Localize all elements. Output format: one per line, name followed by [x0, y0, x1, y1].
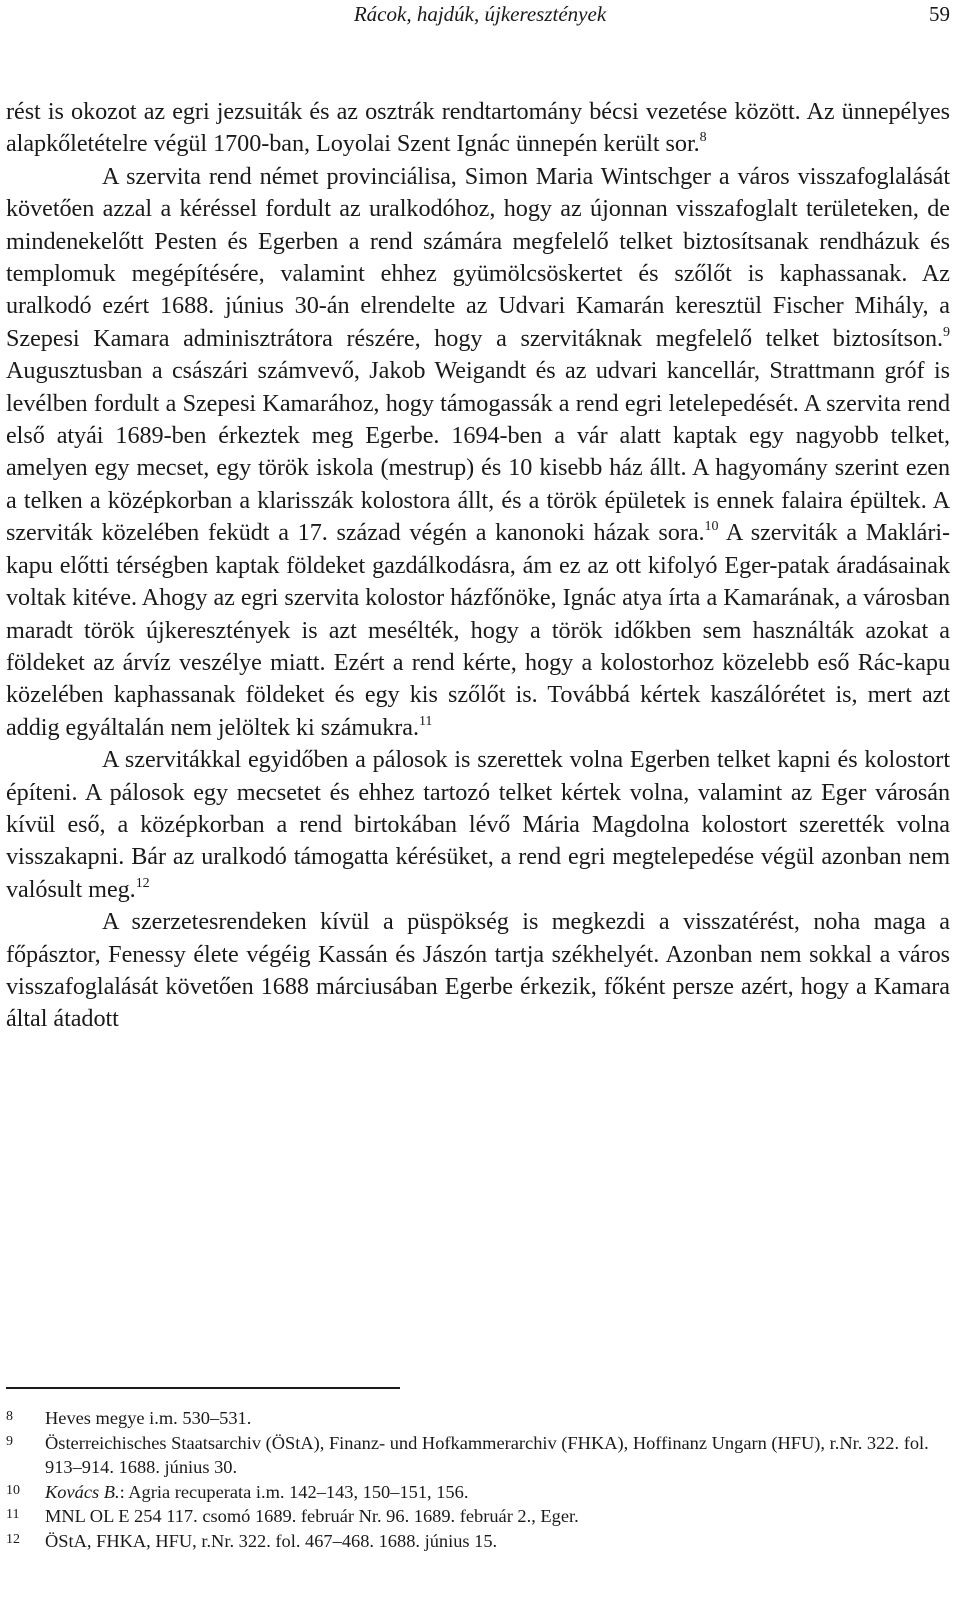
running-title: Rácok, hajdúk, újkeresztények: [353, 2, 607, 26]
footnote-number: 8: [6, 1409, 13, 1424]
footnote-ref-12[interactable]: 12: [135, 875, 150, 891]
footnote-number: 11: [6, 1507, 20, 1522]
footnote-text: : Agria recuperata i.m. 142–143, 150–151, 156.: [119, 1481, 469, 1502]
footnote-number: 9: [6, 1433, 13, 1449]
footnote-12: [6, 1529, 930, 1554]
paragraph-2-text-c: A szerviták a Maklári-kapu előtti térségben kaptak földeket gazdálkodásra, ám ez az ott kifolyó Eger-patak áradásainak voltak kitéve. Ahogy az egri szervita kolostor házfőnöke, Ignác atya írta a Kamarának, a városban maradt török újkeresztények is azt mesélték, hogy a török időkben sem használták azokat a földeket az árvíz veszélye miatt. Ezért a rend kérte, hogy a kolostorhoz közelebb eső Rác-kapu közelében kaphassanak földeket és egy kis szőlőt is. Továbbá kértek kaszálórétet is, mert azt addig egyáltalán nem jelöltek ki számukra.: [6, 519, 950, 741]
footnote-text: MNL OL E 254 117. csomó 1689. február Nr. 96. 1689. február 2., Eger.: [45, 1506, 579, 1526]
footnote-9: [6, 1431, 930, 1480]
footnotes: [6, 1406, 930, 1553]
footnote-8: [6, 1406, 930, 1431]
footnote-number: 10: [6, 1482, 20, 1498]
paragraph-2-text-b: Augusztusban a császári számvevő, Jakob Weigandt és az udvari kancellár, Strattmann gróf is levélben fordult a Szepesi Kamarához, hogy támogassák a rend egri letelepedését. A szervita rend első atyái 1689-ben érkeztek meg Egerbe. 1694-ben a vár alatt kaptak egy nagyobb telket, amelyen egy mecset, egy török iskola (mestrup) és 10 kisebb ház állt. A hagyomány szerint ezen a telken a középkorban a klarisszák kolostora állt, és a török épületek is ennek falaira épültek. A szerviták közelében feküdt a 17. század végén a kanonoki házak sora.: [6, 357, 950, 547]
footnote-ref-8[interactable]: 8: [699, 130, 707, 146]
paragraph-3-text: A szervitákkal egyidőben a pálosok is szerettek volna Egerben telket kapni és kolostort építeni. A pálosok egy mecsetet és ehhez tartozó telket kértek volna, valamint az Eger városán kívül eső, a középkorban a rend birtokában lévő Mária Magdolna kolostort szerették volna visszakapni. Bár az uralkodó támogatta kérésüket, a rend egri megtelepedése végül azonban nem valósult meg.: [6, 746, 950, 903]
paragraph-3: [6, 744, 950, 906]
footnote-11: [6, 1504, 930, 1529]
footnote-text: ÖStA, FHKA, HFU, r.Nr. 322. fol. 467–468. 1688. június 15.: [45, 1530, 498, 1551]
paragraph-4: [6, 906, 950, 1036]
footnote-number: 12: [6, 1531, 20, 1547]
paragraph-4-text: A szerzetesrendeken kívül a püspökség is megkezdi a visszatérést, noha maga a főpásztor, Fenessy élete végéig Kassán és Jászón tartja székhelyét. Azonban nem sokkal a város visszafoglalását követően 1688 márciusában Egerbe érkezik, főként persze azért, hogy a Kamara által átadott: [6, 908, 950, 1033]
footnote-ref-9[interactable]: 9: [943, 325, 950, 341]
paragraph-1: [6, 96, 950, 161]
footnote-text: Österreichisches Staatsarchiv (ÖStA), Finanz- und Hofkammerarchiv (FHKA), Hoffinanz Ungarn (HFU), r.Nr. 322. fol. 913–914. 1688. június 30.: [45, 1432, 929, 1477]
footnote-author: Kovács B.: [45, 1481, 120, 1502]
footnote-ref-10[interactable]: 10: [704, 519, 719, 535]
running-header: [0, 2, 960, 26]
footnote-text: Heves megye i.m. 530–531.: [45, 1408, 252, 1428]
paragraph-2: [6, 161, 950, 744]
footnote-text-wrapper: [45, 1480, 930, 1505]
footnote-10: [6, 1480, 930, 1505]
paragraph-2-text-a: A szervita rend német provinciálisa, Simon Maria Wintschger a város visszafoglalását követően azzal a kéréssel fordult az uralkodóhoz, hogy az újonnan visszafoglalt területeken, de mindenekelőtt Pesten és Egerben a rend számára megfelelő telket biztosítsanak rendházuk és templomuk megépítésére, valamint ehhez gyümölcsöskertet és szőlőt is kaphassanak. Az uralkodó ezért 1688. június 30-án elrendelte az Udvari Kamarán keresztül Fischer Mihály, a Szepesi Kamara adminisztrátora részére, hogy a szervitáknak megfelelő telket biztosítson.: [6, 162, 950, 352]
footnote-ref-11[interactable]: 11: [418, 713, 433, 729]
body-text: [6, 96, 950, 1036]
footnote-separator: [6, 1387, 400, 1389]
paragraph-1-text: rést is okozot az egri jezsuiták és az osztrák rendtartomány bécsi vezetése között. Az ünnepélyes alapkőletételre végül 1700-ban, Loyolai Szent Ignác ünnepén került sor.: [6, 98, 950, 158]
page-number: 59: [929, 2, 950, 26]
